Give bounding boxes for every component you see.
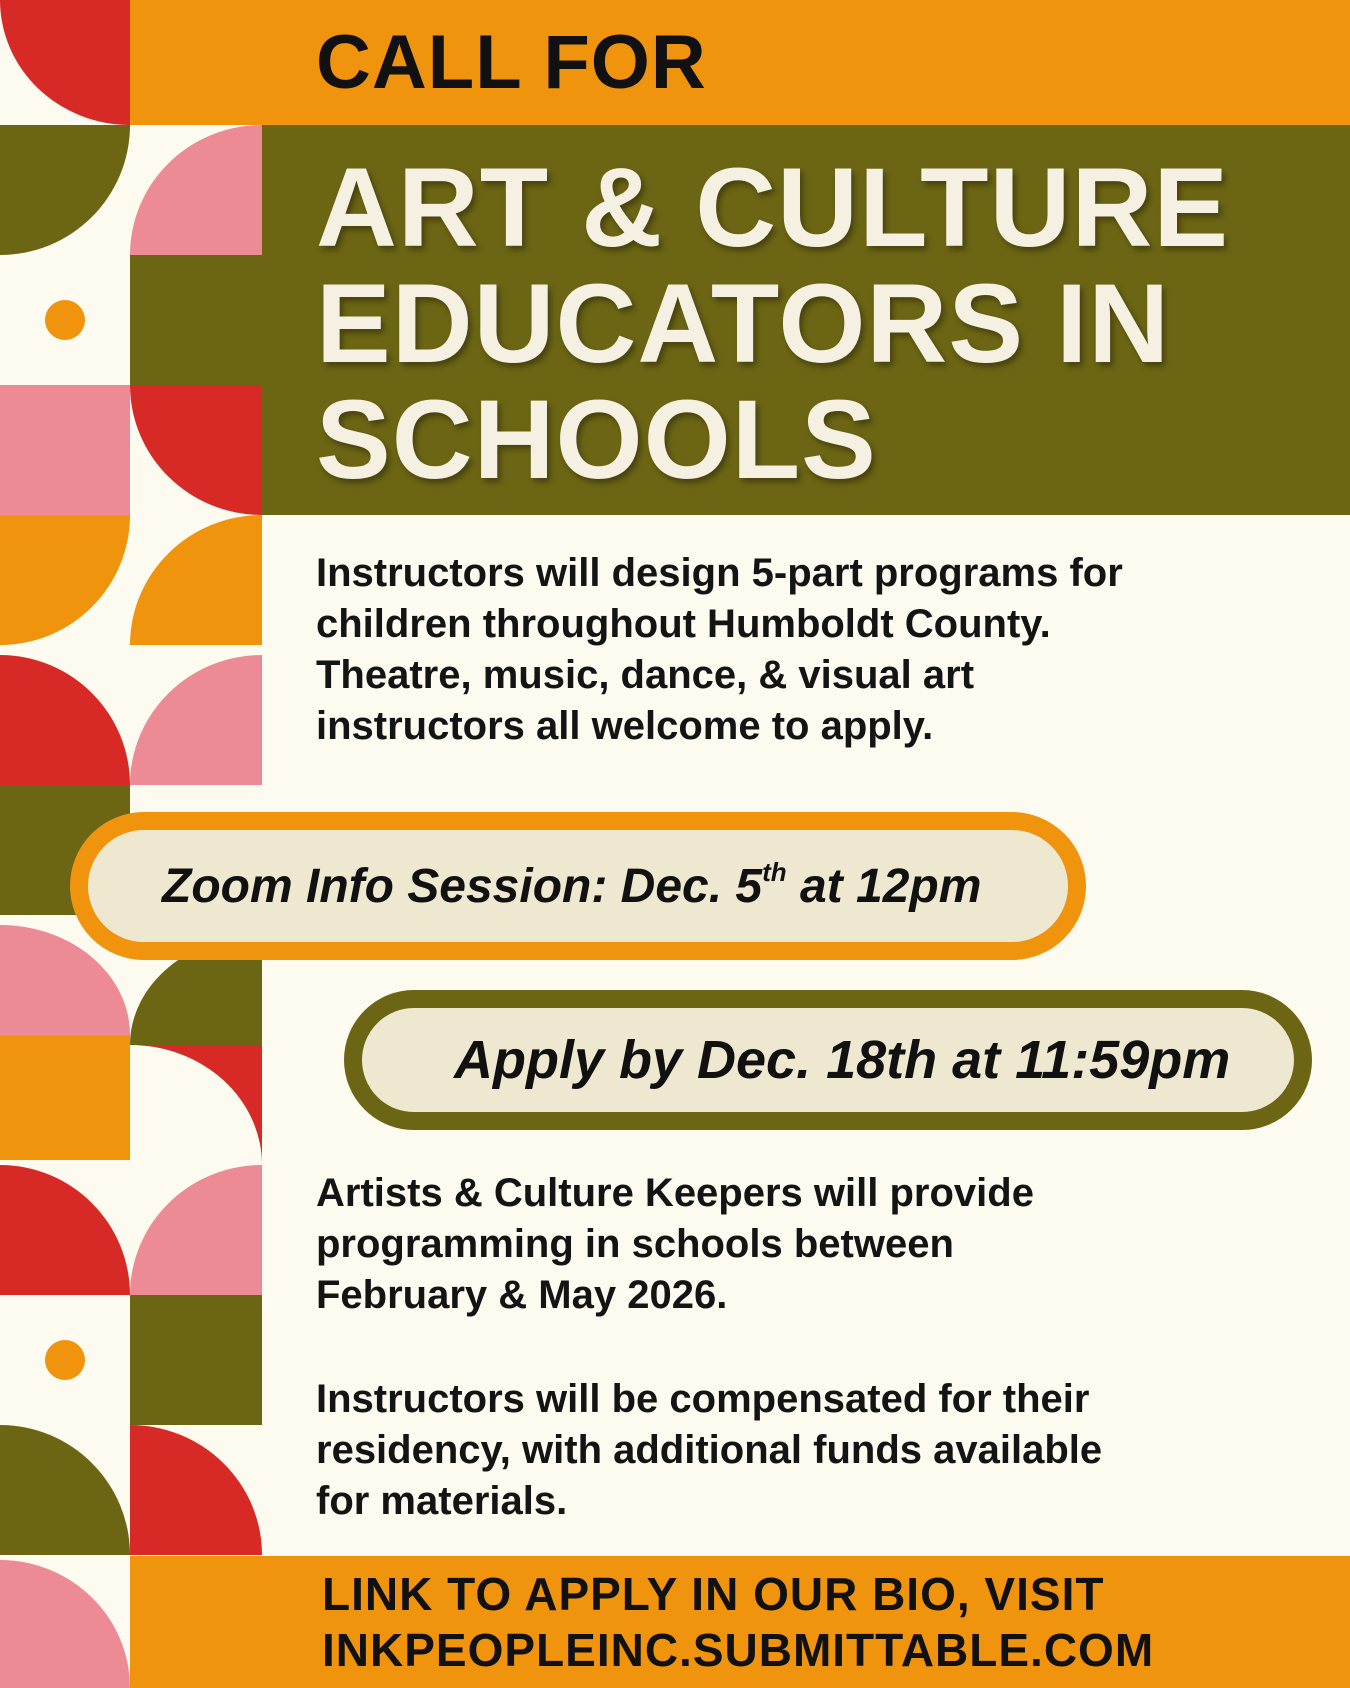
zoom-session-text bbox=[162, 856, 982, 914]
kicker-heading: CALL FOR bbox=[316, 20, 707, 105]
program-line: Artists & Culture Keepers will provide bbox=[316, 1171, 1034, 1215]
date-suffix: th bbox=[762, 856, 787, 887]
zoom-session-pill bbox=[70, 812, 1086, 960]
olive-square-shape bbox=[130, 1295, 262, 1425]
pink-quarter-shape bbox=[130, 1165, 262, 1295]
orange-square-shape bbox=[0, 1035, 130, 1160]
submittable-link-text: INKPEOPLEINC.SUBMITTABLE.COM bbox=[322, 1624, 1155, 1676]
red-quarter-shape bbox=[0, 0, 130, 125]
intro-paragraph bbox=[316, 548, 1316, 752]
page-title bbox=[316, 145, 1230, 502]
red-quarter-shape bbox=[0, 655, 130, 785]
olive-quarter-shape bbox=[0, 1425, 130, 1555]
zoom-session-time: at 12pm bbox=[786, 859, 982, 913]
compensation-line: residency, with additional funds available bbox=[316, 1428, 1103, 1472]
red-quarter-shape bbox=[0, 1165, 130, 1295]
orange-quarter-shape bbox=[0, 515, 130, 645]
orange-dot-shape bbox=[45, 1340, 85, 1380]
intro-line: children throughout Humboldt County. bbox=[316, 602, 1051, 646]
intro-line: Instructors will design 5-part programs for bbox=[316, 551, 1123, 595]
pink-square-shape bbox=[0, 385, 130, 515]
pink-quarter-shape bbox=[130, 655, 262, 785]
program-line: February & May 2026. bbox=[316, 1273, 728, 1317]
red-quarter-shape bbox=[130, 1425, 262, 1555]
program-line: programming in schools between bbox=[316, 1222, 954, 1266]
title-line: ART & CULTURE bbox=[316, 145, 1230, 270]
orange-quarter-shape bbox=[130, 515, 262, 645]
intro-line: Theatre, music, dance, & visual art bbox=[316, 653, 975, 697]
title-line: SCHOOLS bbox=[316, 377, 877, 502]
header-band bbox=[130, 0, 1350, 125]
pink-quarter-shape bbox=[0, 1560, 130, 1688]
olive-square-shape bbox=[130, 255, 262, 385]
zoom-session-label: Zoom Info Session: Dec. 5 bbox=[162, 859, 763, 913]
compensation-line: Instructors will be compensated for their bbox=[316, 1377, 1090, 1421]
pink-quarter-shape bbox=[130, 125, 262, 255]
red-quarter-shape bbox=[130, 385, 262, 515]
olive-quarter-shape bbox=[0, 125, 130, 255]
cta-line: LINK TO APPLY IN OUR BIO, VISIT bbox=[322, 1568, 1105, 1620]
deadline-pill bbox=[344, 990, 1312, 1130]
compensation-paragraph bbox=[316, 1374, 1316, 1527]
apply-link-callout bbox=[322, 1566, 1154, 1678]
deadline-text: Apply by Dec. 18th at 11:59pm bbox=[454, 1030, 1231, 1090]
red-quarter-shape bbox=[130, 1045, 262, 1165]
compensation-line: for materials. bbox=[316, 1479, 568, 1523]
orange-dot-shape bbox=[45, 300, 85, 340]
title-line: EDUCATORS IN bbox=[316, 261, 1171, 386]
program-paragraph bbox=[316, 1168, 1316, 1321]
intro-line: instructors all welcome to apply. bbox=[316, 704, 934, 748]
